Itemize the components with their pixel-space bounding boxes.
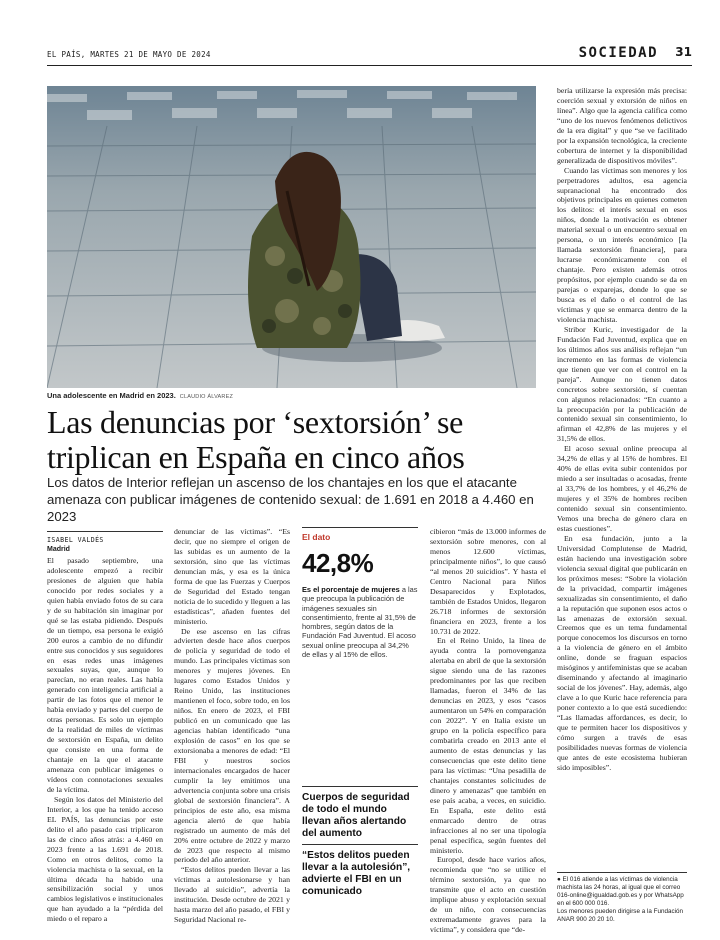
article-column-1 (47, 556, 163, 924)
photo-illustration (47, 86, 536, 388)
section-name: SOCIEDAD (578, 45, 658, 61)
data-box-text: a las que preocupa la publicación de imágenes sexuales sin consentimiento, frente al 31,5% de hombres, según datos de la Fundación Fad Juventud. El acoso sexual online preocupa al 34,2% de ellas y al 15% de ellos. (302, 585, 418, 660)
article-column-3 (430, 527, 546, 935)
paragraph: Stribor Kuric, investigador de la Fundación Fad Juventud, explica que en los últimos años sus análisis reflejan “un incremento en las formas de violencia que tienen que ver con el control en la pareja”. Aunque no tienen datos concretos sobre sextorsión, sí cuentan con algunos relacionados: “En cuanto a la preocupación por la publicación de contenido sexual sin consentimiento, lo afirman el 42,8% de las mujeres y el 31,5% de ellos. (557, 324, 687, 444)
byline (47, 531, 163, 553)
header-rule (47, 65, 692, 66)
page-header (47, 44, 692, 70)
paragraph: El pasado septiembre, una adolescente empezó a recibir presiones de alguien que había conocido por redes sociales y a quien había enviado fotos de su cara y de su habitación sin imaginar por qué se las estaba pidiendo. Después de un tiempo, esa persona le exigió 200 euros a cambio de no difundir entre sus conocidos y sus seguidores en esas redes unas imágenes sexuales suyas, que, aunque lo parecían, no eran reales. Las había generado con inteligencia artificial a partir de las fotos que el menor le había enviado y partes del cuerpo de otras personas. Es solo un ejemplo de la realidad de miles de víctimas de sextorsión en España, un delito que consiste en una forma de chantaje en la que el atacante amenaza con publicar imágenes o vídeos con connotaciones sexuales de la víctima. (47, 556, 163, 794)
dateline: EL PAÍS, MARTES 21 DE MAYO DE 2024 (47, 50, 211, 59)
photo-caption (47, 391, 536, 400)
article-dek: Los datos de Interior reflejan un ascenso de los chantajes en los que el atacante amenaza con publicar imágenes de contenido sexual: de 1.691 en 2018 a 4.460 en 2023 (47, 475, 534, 524)
photo-credit: CLAUDIO ÁLVAREZ (179, 394, 234, 400)
data-box-lead: Es el porcentaje de mujeres (302, 585, 400, 594)
article-column-2 (174, 527, 290, 925)
paragraph: bería utilizarse la expresión más precisa: coerción sexual y extorsión de niños en línea”. Algo que la agencia califica como “uno de los nuevos fenómenos delictivos de la era digital” y que “se ve facilitado por la expansión tecnológica, la creciente cobertura de internet y la disponibilidad generalizada de dispositivos móviles”. (557, 86, 687, 165)
article-headline: Las denuncias por ‘sextorsión’ se triplican en España en cinco años (47, 404, 465, 475)
paragraph: En esa fundación, junto a la Universidad Complutense de Madrid, están haciendo una investigación sobre violencia sexual digital que publicarán en los próximos meses: “Sobre la violación de la privacidad, compartir imágenes sexualizadas sin consentimiento, el daño a la reputación que suponen esos actos o las amenazas de extorsión sexual. Creemos que es un tema fundamental porque conocemos los discursos en torno a la violencia de género en el ámbito online, donde se fraguan espacios misóginos y antifeministas que se acaban diseminando y afectando al imaginario social de los jóvenes”. Hay, además, algo clave a lo que Kuric hace referencia para poner contexto a lo que está sucediendo: “Las llamadas affordances, es decir, lo que te permiten hacer los dispositivos y cómo surgen a través de esas posibilidades nuevas formas de violencia que antes de este ecosistema hubieran sido imposibles”. (557, 533, 687, 772)
footnote-line-1: ● El 016 atiende a las víctimas de violencia machista las 24 horas, al igual que el correo 016-online@igualdad.gob.es y por WhatsApp en el 600 000 016. (557, 876, 684, 907)
paragraph: “Estos delitos pueden llevar a las víctimas a autolesionarse y han llevado al suicidio”, advertía la institución. Desde octubre de 2021 y hasta marzo del año pasado, el FBI y Seguridad Nacional re- (174, 865, 290, 925)
pull-quote-1: Cuerpos de seguridad de todo el mundo llevan años alertando del aumento (302, 786, 418, 840)
help-footnote (557, 872, 687, 924)
paragraph: El acoso sexual online preocupa al 34,2% de ellas y al 15% de hombres. El 40% de ellas evita subir contenidos por miedo a ser insultadas o acosadas, frente al 33,7% de los hombres, y el 46,2% de mujeres y el 35% de hombres reciben contenido sexual sin consentimiento. Vemos una brecha de género clara en estas cuestiones”. (557, 444, 687, 533)
paragraph: denunciar de las víctimas”. “Es decir, que no siempre el origen de las subidas es un aumento de la sextorsión, sino que las víctimas denuncian más, y esa es la única forma de que las Fuerzas y Cuerpos de Seguridad del Estado tengan noticia de lo sucedido y lleguen a las estadísticas”, añaden fuentes del ministerio. (174, 527, 290, 626)
paragraph: Cuando las víctimas son menores y los perpetradores adultos, esa agencia supranacional ha encontrado dos objetivos principales en quienes cometen los delitos: el interés sexual en esos niños, donde la motivación es obtener material sexual o un encuentro sexual en persona, o un interés económico [la llamada sextorsión financiera], para lucrarse económicamente con el chantaje. Pero existen además otros propósitos, por ejemplo cuando se da en parejas o exparejas, donde lo que se busca es el daño o el control de las víctimas y que se enmarca dentro de la violencia machista. (557, 165, 687, 324)
data-box-label: El dato (302, 532, 331, 542)
paragraph: Europol, desde hace varios años, recomienda que “no se utilice el término sextorsión, ya que no transmite que el acto en cuestión implique abuso y explotación sexual de un niño, con consecuencias extremadamente graves para la víctima”, y considera que “de- (430, 855, 546, 935)
data-box-value: 42,8% (302, 548, 374, 578)
footnote-line-2: Los menores pueden dirigirse a la Fundación ANAR 900 20 20 10. (557, 908, 684, 923)
paragraph: cibieron “más de 13.000 informes de sextorsión sobre menores, con al menos 12.600 víctimas, principalmente niños”, lo que causó “al menos 20 suicidios”. Y hasta el Centro Nacional para Niños Desaparecidos y Explotados, también de Estados Unidos, llegaron 26.718 informes de sextorsión financiera en 2023, frente a los 10.731 de 2022. (430, 527, 546, 636)
pull-quote-2: “Estos delitos pueden llevar a la autolesión”, advierte el FBI en un comunicado (302, 844, 418, 898)
page-number: 31 (675, 45, 692, 59)
paragraph: Según los datos del Ministerio del Interior, a los que ha tenido acceso EL PAÍS, las denuncias por este delito el año pasado casi triplicaron las de cinco años atrás: a 4.460 en 2023 frente a las 1.691 de 2018. Como en otros delitos, como la violencia machista o la sexual, en la última década ha habido una sensibilización social y unos cambios legislativos e institucionales que han ayudado a la “pérdida del miedo o el reparo a (47, 794, 163, 924)
dateline-location: Madrid (47, 546, 70, 553)
paragraph: En el Reino Unido, la línea de ayuda contra la pornovenganza alertaba en abril de que la sextorsión sigue siendo una de las razones predominantes por las que reciben llamadas, fueron el 34% de las denuncias en 2023, y esos “casos aumentaron un 54% en comparación con 2022”. Y en Italia existe un grupo en la policía específico para combatirla creado en 2013 ante el aumento de estas denuncias y las consecuencias que este delito tiene para las víctimas: “Una pesadilla de chantajes constantes solicitudes de dinero y amenazas” que también en ese país acaba, a veces, en suicidio. En España, este delito está enmarcado dentro de otras infracciones al no ser una tipología penal específica, según fuentes del ministerio. (430, 636, 546, 855)
data-box-description (302, 585, 418, 659)
data-box (302, 527, 418, 659)
article-column-4 (557, 86, 687, 773)
paragraph: De ese ascenso en las cifras advierten desde hace años cuerpos de policía y seguridad de todo el mundo. Las principales víctimas son menores y mujeres jóvenes. En lugares como Estados Unidos y Reino Unido, las instituciones mantienen el foco, sobre todo, en los niños. En enero de 2023, el FBI publicó en un comunicado que las agencias habían identificado “una explosión de casos” en los que se extorsionaba a menores de edad: “El FBI y nuestros socios internacionales encargados de hacer cumplir la ley emitimos una advertencia conjunta sobre una crisis global de sextorsión financiera”. A principios de este año, esa misma agencia alertó de que había registrado un aumento de más del 20% entre octubre de 2022 y marzo de 2023 que respecto al mismo periodo del año anterior. (174, 626, 290, 865)
author-name: ISABEL VALDÉS (47, 536, 104, 544)
article-photo (47, 86, 536, 388)
caption-text: Una adolescente en Madrid en 2023. (47, 391, 176, 400)
